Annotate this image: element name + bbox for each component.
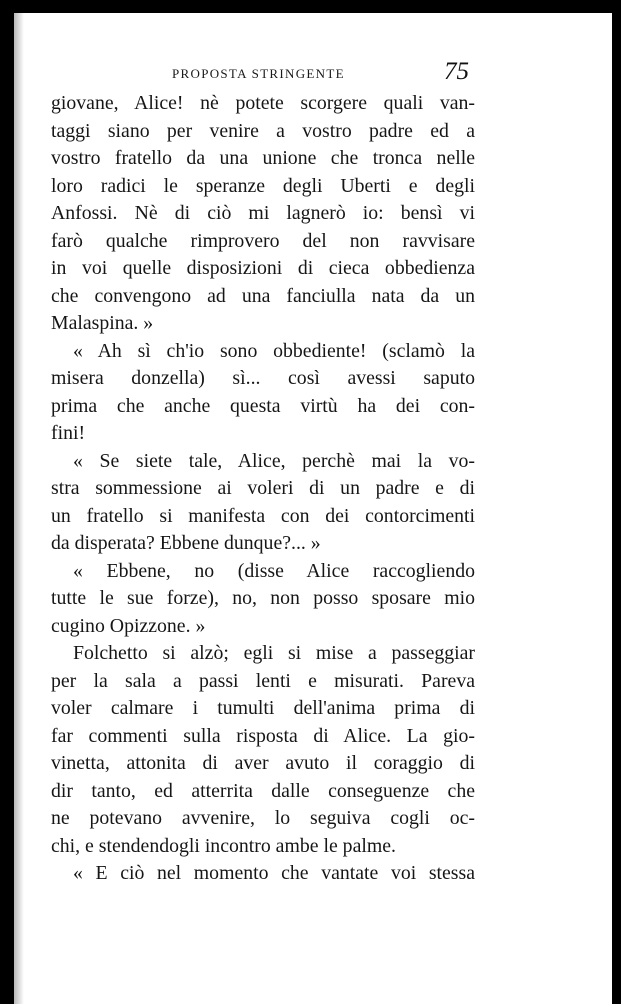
text-line: in voi quelle disposizioni di cieca obbedienza (51, 257, 475, 279)
text-line: « Se siete tale, Alice, perchè mai la vo- (73, 449, 475, 472)
text-line: ne potevano avvenire, lo seguiva cogli oc- (51, 807, 475, 829)
text-line: « Ebbene, no (disse Alice raccogliendo (73, 559, 475, 582)
scan-border-left (0, 0, 14, 1004)
scan-border-right (612, 0, 621, 1004)
text-line: dir tanto, ed atterrita dalle conseguenze che (51, 779, 475, 802)
text-line: un fratello si manifesta con dei contorcimenti (51, 504, 475, 527)
text-line: per la sala a passi lenti e misurati. Pareva (51, 669, 475, 692)
text-line: Malaspina. » (51, 312, 154, 334)
text-line: cugino Opizzone. » (51, 614, 206, 637)
text-line: prima che anche questa virtù ha dei con- (51, 394, 475, 417)
page-number: 75 (444, 58, 469, 85)
body-text (51, 90, 475, 888)
text-line: loro radici le speranze degli Uberti e degli (51, 174, 475, 197)
page-header (50, 58, 490, 88)
text-line: giovane, Alice! nè potete scorgere quali van- (51, 92, 475, 114)
text-line: chi, e stendendogli incontro ambe le palme. (51, 834, 396, 857)
text-line: far commenti sulla risposta di Alice. La gio- (51, 724, 475, 747)
text-line: Folchetto si alzò; egli si mise a passeggiar (73, 642, 475, 664)
text-line: tutte le sue forze), no, non posso sposare mio (51, 587, 475, 609)
scan-border-top (0, 0, 621, 13)
text-line: « E ciò nel momento che vantate voi stessa (73, 862, 475, 884)
text-line: misera donzella) sì... così avessi saputo (51, 367, 475, 389)
text-line: taggi siano per venire a vostro padre ed a (51, 119, 475, 142)
text-line: farò qualche rimprovero del non ravvisare (51, 229, 475, 252)
running-title: PROPOSTA STRINGENTE (172, 66, 345, 81)
text-line: voler calmare i tumulti dell'anima prima di (51, 697, 475, 719)
text-line: fini! (51, 422, 86, 444)
text-line: che convengono ad una fanciulla nata da un (51, 284, 475, 307)
text-line: Anfossi. Nè di ciò mi lagnerò io: bensì vi (51, 202, 475, 224)
binding-shadow (14, 0, 24, 1004)
text-line: da disperata? Ebbene dunque?... » (51, 532, 321, 554)
text-line: vinetta, attonita di aver avuto il coraggio di (51, 752, 475, 774)
text-line: vostro fratello da una unione che tronca nelle (51, 147, 475, 169)
text-line: stra sommessione ai voleri di un padre e di (51, 477, 475, 499)
text-line: « Ah sì ch'io sono obbediente! (sclamò la (73, 339, 475, 362)
